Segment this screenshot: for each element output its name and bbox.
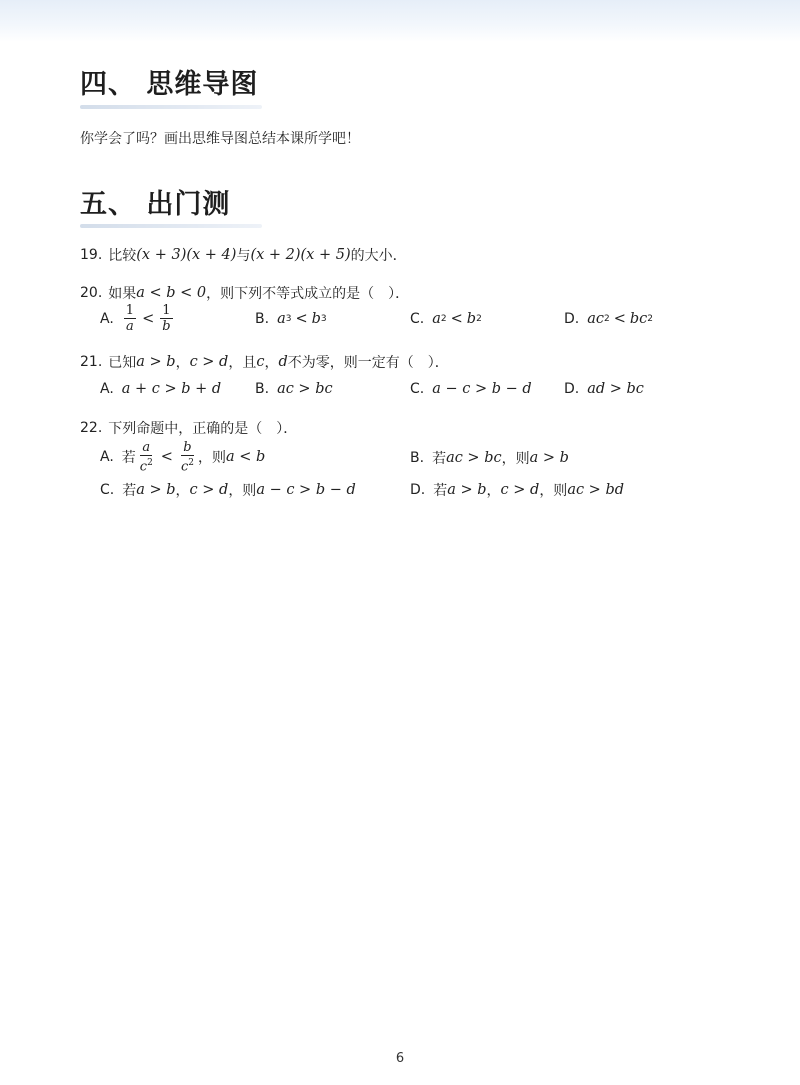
section-underline (80, 105, 262, 109)
option-label: D. (410, 482, 426, 498)
fraction: $\frac{b}{c^2}$ (180, 440, 194, 475)
math-expression: a < b < 0 (136, 285, 207, 301)
option-label: A. (100, 449, 114, 466)
math-expression: c > d (189, 354, 229, 370)
math-expression: a − c > b − d (432, 381, 532, 397)
question-text: 的大小． (350, 248, 407, 264)
math-expression: a < b (225, 449, 266, 466)
option-20-b[interactable]: B. a 3 < b 3 (255, 311, 327, 327)
intro-text: 你学会了吗？画出思维导图总结本课所学吧！ (80, 131, 360, 147)
option-label: B. (410, 450, 425, 466)
question-20 (80, 283, 409, 303)
option-22-d[interactable]: D. 若 a > b ， c > d ，则 ac > bd (410, 482, 625, 499)
question-text: 已知 (108, 355, 137, 371)
option-22-b[interactable]: B. 若 ac > bc ，则 a > b (410, 450, 569, 467)
math-expression: ac > bd (567, 482, 625, 498)
option-label: B. (255, 381, 270, 397)
question-number: 20. (80, 285, 103, 301)
option-21-d[interactable] (564, 381, 644, 397)
math-expression: a − c > b − d (256, 482, 356, 498)
option-22-c[interactable]: C. 若 a > b ， c > d ，则 a − c > b − d (100, 482, 356, 499)
question-text: 下列命题中，正确的是（ ）． (108, 421, 298, 437)
option-22-a[interactable]: A. 若 $\frac{a}{c^2}$ < $\frac{b}{c^2}$ ，则 a < b (100, 440, 266, 475)
section-underline (80, 224, 262, 228)
question-text: 如果 (108, 286, 137, 302)
section-title-mind-map: 四、 思维导图 (80, 69, 259, 100)
option-label: D. (564, 311, 580, 327)
fraction: $\frac{1}{b}$ (162, 303, 171, 334)
math-expression: a > b (136, 354, 176, 370)
option-21-a[interactable] (100, 381, 221, 397)
option-20-a[interactable] (100, 303, 175, 334)
question-text: 与 (236, 248, 251, 264)
question-19 (80, 245, 407, 265)
fraction: $\frac{a}{c^2}$ (139, 440, 153, 475)
question-text: 不为零，则一定有（ ）． (287, 355, 449, 371)
math-expression: ad > bc (587, 381, 644, 397)
math-expression: a + c > b + d (121, 381, 222, 397)
option-label: C. (410, 381, 425, 397)
question-text: ，则下列不等式成立的是（ ）． (206, 286, 410, 302)
math-expression: ac > bc (446, 450, 502, 466)
question-number: 21. (80, 354, 103, 370)
question-number: 19. (80, 247, 103, 263)
option-20-d[interactable]: D. ac 2 < bc 2 (564, 311, 654, 327)
section-title-exit-test: 五、 出门测 (80, 189, 231, 220)
page-number: 6 (395, 1051, 405, 1066)
option-21-c[interactable] (410, 381, 532, 397)
option-21-b[interactable] (255, 381, 333, 397)
question-text: 比较 (108, 248, 137, 264)
fraction: $\frac{1}{a}$ (125, 303, 135, 334)
question-number: 22. (80, 420, 103, 436)
question-21: 21. 已知 a > b ， c > d ，且 c ， d 不为零，则一定有（ ）． (80, 354, 449, 371)
option-label: A. (100, 381, 114, 397)
math-expression: (x + 3)(x + 4) (136, 247, 237, 263)
math-expression: ac > bc (277, 381, 333, 397)
option-label: C. (100, 482, 115, 498)
relation: < (142, 310, 155, 327)
question-22 (80, 418, 297, 438)
header-band (0, 0, 800, 42)
option-label: A. (100, 310, 114, 327)
option-label: B. (255, 311, 270, 327)
option-label: D. (564, 381, 580, 397)
math-expression: (x + 2)(x + 5) (250, 247, 351, 263)
option-label: C. (410, 311, 425, 327)
option-20-c[interactable]: C. a 2 < b 2 (410, 311, 482, 327)
math-expression: a > b (529, 450, 569, 466)
